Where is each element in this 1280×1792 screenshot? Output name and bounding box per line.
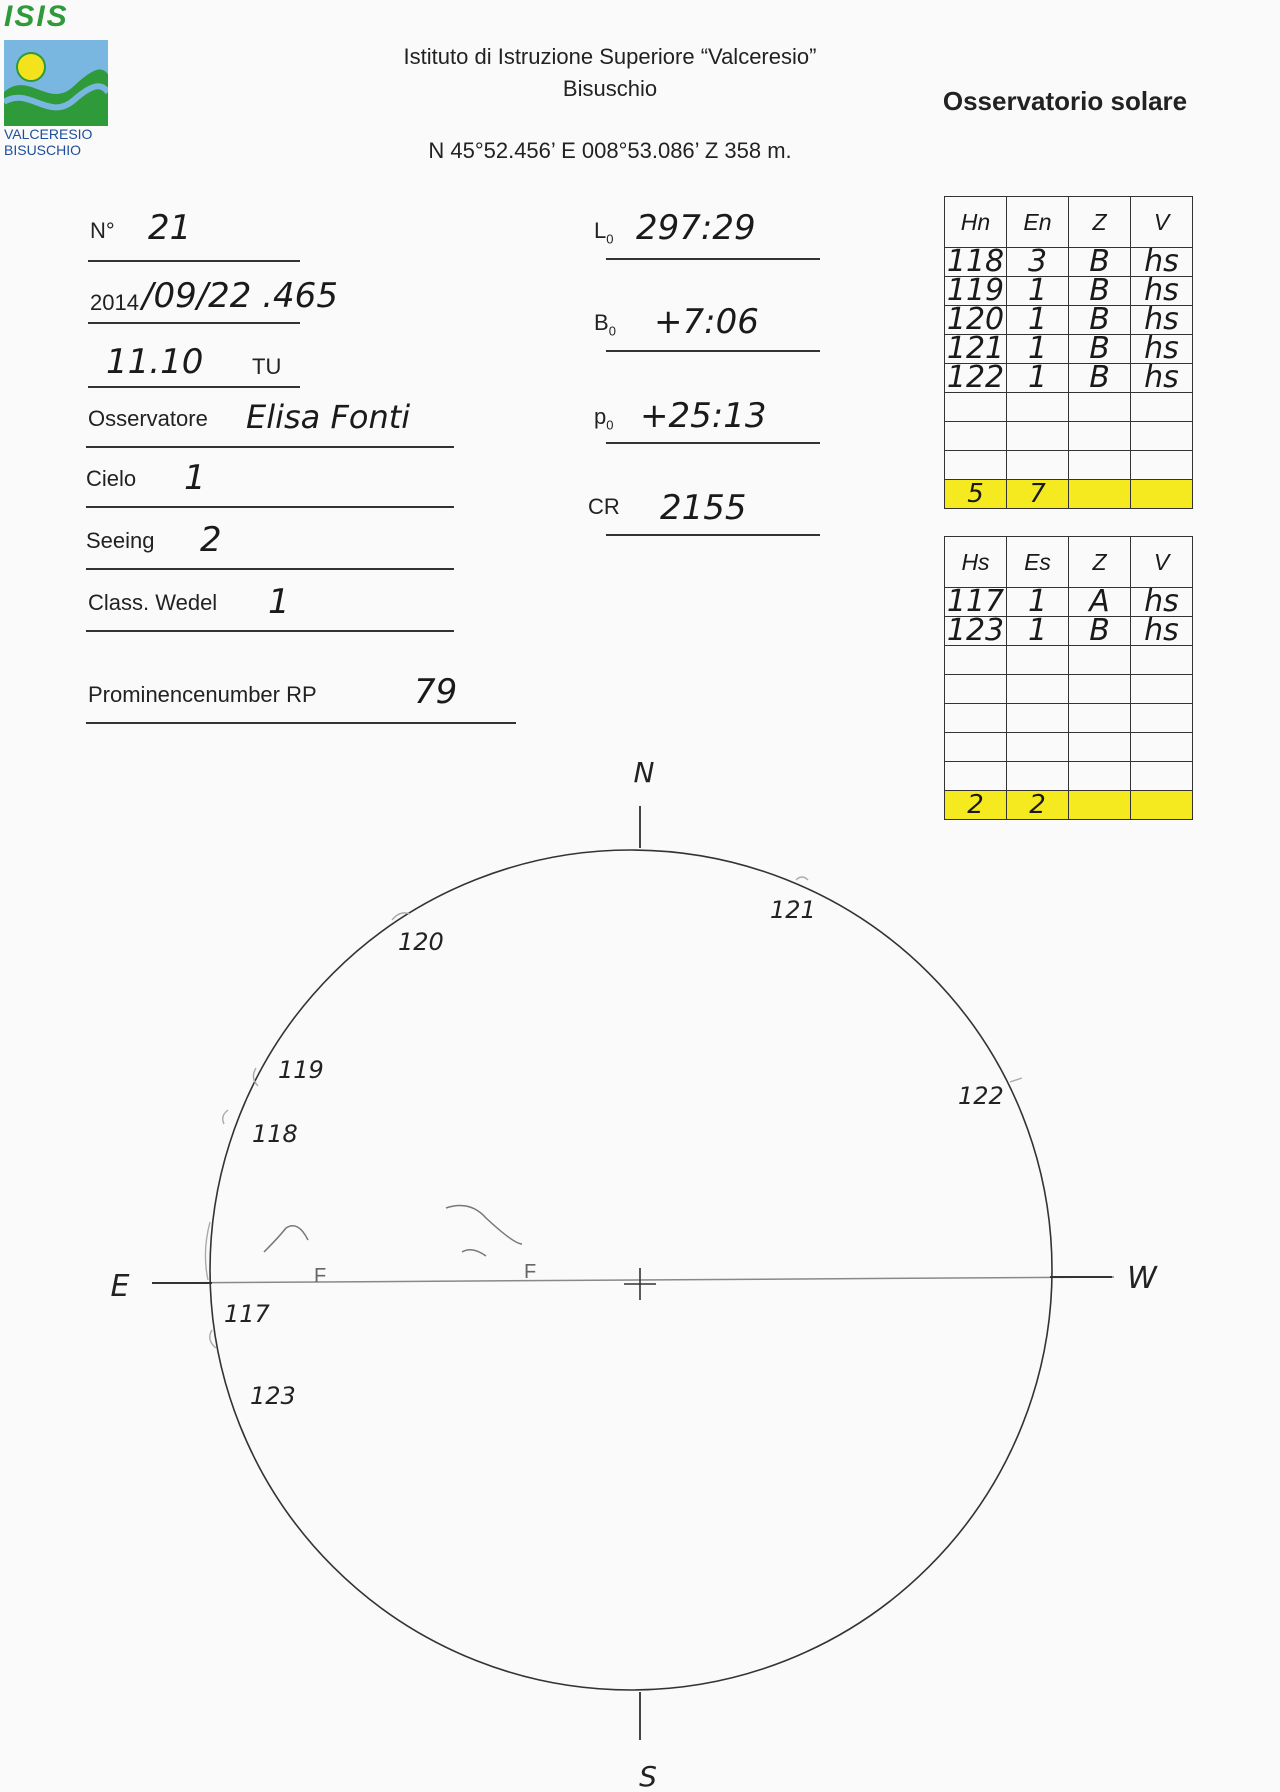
table-cell: 123 xyxy=(945,617,1007,646)
total-spots: 7 xyxy=(1007,480,1069,509)
total-groups: 5 xyxy=(945,480,1007,509)
table-cell: hs xyxy=(1131,335,1193,364)
table-cell: 120 xyxy=(945,306,1007,335)
table-cell: hs xyxy=(1131,588,1193,617)
group-label: 121 xyxy=(770,896,816,924)
institute-name: Istituto di Istruzione Superiore “Valceresio” xyxy=(403,44,817,69)
table-cell xyxy=(1069,675,1131,704)
divider xyxy=(606,534,820,536)
divider xyxy=(606,442,820,444)
table-cell: hs xyxy=(1131,617,1193,646)
p0-symbol: p xyxy=(594,404,607,429)
p0-subscript: 0 xyxy=(606,417,614,433)
date-prefix: 2014 xyxy=(90,290,139,315)
table-cell: 122 xyxy=(945,364,1007,393)
divider xyxy=(86,446,454,448)
table-cell: hs xyxy=(1131,248,1193,277)
number-value: 21 xyxy=(148,208,192,248)
seeing-label: Seeing xyxy=(86,528,155,553)
compass-west-label: W xyxy=(1127,1261,1157,1296)
table-cell: 1 xyxy=(1007,617,1069,646)
divider xyxy=(86,506,454,508)
group-label: 120 xyxy=(398,928,444,956)
cr-label: CR xyxy=(588,494,620,519)
divider xyxy=(86,630,454,632)
l0-subscript: 0 xyxy=(606,231,614,247)
table-cell: 1 xyxy=(1007,335,1069,364)
b0-label xyxy=(594,310,616,338)
group-label: 119 xyxy=(278,1056,324,1084)
time-value: 11.10 xyxy=(106,342,204,382)
table-row xyxy=(945,617,1193,646)
sky-label: Cielo xyxy=(86,466,137,491)
divider xyxy=(86,568,454,570)
logo-caption-2: BISUSCHIO xyxy=(4,142,82,158)
table-cell xyxy=(1131,646,1193,675)
table-row xyxy=(945,364,1193,393)
table-row xyxy=(945,646,1193,675)
header-cell: V xyxy=(1131,537,1193,588)
group-label: 123 xyxy=(250,1382,296,1410)
table-row xyxy=(945,704,1193,733)
table-cell xyxy=(1007,704,1069,733)
table-cell: hs xyxy=(1131,364,1193,393)
time-unit: TU xyxy=(252,354,282,379)
table-cell: 3 xyxy=(1007,248,1069,277)
equator-line xyxy=(152,1277,1114,1283)
page-title: Osservatorio solare xyxy=(942,86,1188,116)
table-cell xyxy=(1007,393,1069,422)
divider xyxy=(88,260,300,262)
divider xyxy=(606,258,820,260)
table-row xyxy=(945,422,1193,451)
table-cell xyxy=(1131,451,1193,480)
table-cell: B xyxy=(1069,335,1131,364)
table-cell xyxy=(945,675,1007,704)
header-cell: Hn xyxy=(945,197,1007,248)
crossed-cell xyxy=(1069,480,1131,509)
prominence-label: Prominencenumber RP xyxy=(88,682,317,707)
p0-label xyxy=(594,404,613,432)
table-cell xyxy=(1069,393,1131,422)
wedel-value: 1 xyxy=(268,582,290,622)
table-cell: 1 xyxy=(1007,277,1069,306)
table-cell xyxy=(1131,422,1193,451)
table-cell: 121 xyxy=(945,335,1007,364)
group-label: 122 xyxy=(958,1082,1004,1110)
table-cell xyxy=(945,451,1007,480)
b0-subscript: 0 xyxy=(608,323,616,339)
table-cell: B xyxy=(1069,364,1131,393)
observatory-coordinates: N 45°52.456’ E 008°53.086’ Z 358 m. xyxy=(428,138,792,163)
total-groups: 2 xyxy=(945,791,1007,820)
seeing-value: 2 xyxy=(200,520,222,560)
header-cell: Es xyxy=(1007,537,1069,588)
logo-emblem xyxy=(4,40,108,126)
crossed-cell xyxy=(1131,480,1193,509)
wave-icon xyxy=(4,40,108,126)
table-cell: B xyxy=(1069,248,1131,277)
solar-disk xyxy=(210,850,1052,1690)
table-cell xyxy=(1007,646,1069,675)
table-cell xyxy=(1007,675,1069,704)
table-header-row xyxy=(945,537,1193,588)
table-cell xyxy=(1069,646,1131,675)
table-cell xyxy=(945,704,1007,733)
filament-label: F xyxy=(314,1265,327,1287)
table-cell: B xyxy=(1069,617,1131,646)
table-cell: 1 xyxy=(1007,364,1069,393)
divider xyxy=(88,386,300,388)
table-cell xyxy=(1131,393,1193,422)
b0-symbol: B xyxy=(594,310,609,335)
prominence-value: 79 xyxy=(414,672,458,712)
l0-symbol: L xyxy=(594,218,607,243)
north-groups-table xyxy=(944,196,1193,509)
table-cell: 117 xyxy=(945,588,1007,617)
table-cell xyxy=(1069,704,1131,733)
table-cell: hs xyxy=(1131,306,1193,335)
table-cell: hs xyxy=(1131,277,1193,306)
cr-value: 2155 xyxy=(660,488,747,528)
observer-label: Osservatore xyxy=(88,406,208,431)
table-cell xyxy=(1131,675,1193,704)
table-cell: 1 xyxy=(1007,306,1069,335)
table-header-row xyxy=(945,197,1193,248)
school-logo xyxy=(0,0,112,158)
l0-label xyxy=(594,218,613,246)
logo-wordmark: ISIS xyxy=(4,0,69,33)
filament-label: F xyxy=(524,1261,537,1283)
p0-value: +25:13 xyxy=(640,396,767,436)
table-cell xyxy=(1007,422,1069,451)
table-cell xyxy=(1007,451,1069,480)
wedel-label: Class. Wedel xyxy=(88,590,218,615)
table-row xyxy=(945,451,1193,480)
table-cell xyxy=(945,393,1007,422)
group-label: 118 xyxy=(252,1120,298,1148)
header-cell: Hs xyxy=(945,537,1007,588)
table-row xyxy=(945,393,1193,422)
table-cell xyxy=(945,646,1007,675)
sky-value: 1 xyxy=(184,458,206,498)
totals-row xyxy=(945,480,1193,509)
table-cell: 119 xyxy=(945,277,1007,306)
table-cell xyxy=(1069,422,1131,451)
table-cell: B xyxy=(1069,306,1131,335)
l0-value: 297:29 xyxy=(636,208,756,248)
number-label: N° xyxy=(90,218,115,243)
header-cell: Z xyxy=(1069,537,1131,588)
date-value: /09/22 .465 xyxy=(142,276,338,316)
divider xyxy=(88,322,300,324)
table-cell: 118 xyxy=(945,248,1007,277)
table-cell xyxy=(945,422,1007,451)
table-cell: 1 xyxy=(1007,588,1069,617)
divider xyxy=(606,350,820,352)
filament-sketch xyxy=(446,1206,522,1256)
observer-value: Elisa Fonti xyxy=(246,398,411,436)
total-spots: 2 xyxy=(1007,791,1069,820)
table-cell: B xyxy=(1069,277,1131,306)
header-cell: Z xyxy=(1069,197,1131,248)
solar-disk-drawing xyxy=(0,740,1280,1792)
table-cell xyxy=(1069,451,1131,480)
prominence-sketch xyxy=(205,877,1022,1348)
institute-town: Bisuschio xyxy=(562,76,658,101)
filament-sketch xyxy=(264,1226,308,1252)
logo-caption-1: VALCERESIO xyxy=(4,126,93,142)
header-cell: V xyxy=(1131,197,1193,248)
divider xyxy=(86,722,516,724)
table-row xyxy=(945,675,1193,704)
table-cell: A xyxy=(1069,588,1131,617)
compass-east-label: E xyxy=(110,1269,130,1304)
group-label: 117 xyxy=(224,1300,270,1328)
b0-value: +7:06 xyxy=(654,302,759,342)
header-cell: En xyxy=(1007,197,1069,248)
compass-south-label: S xyxy=(639,1760,657,1792)
table-cell xyxy=(1131,704,1193,733)
compass-north-label: N xyxy=(633,756,655,789)
